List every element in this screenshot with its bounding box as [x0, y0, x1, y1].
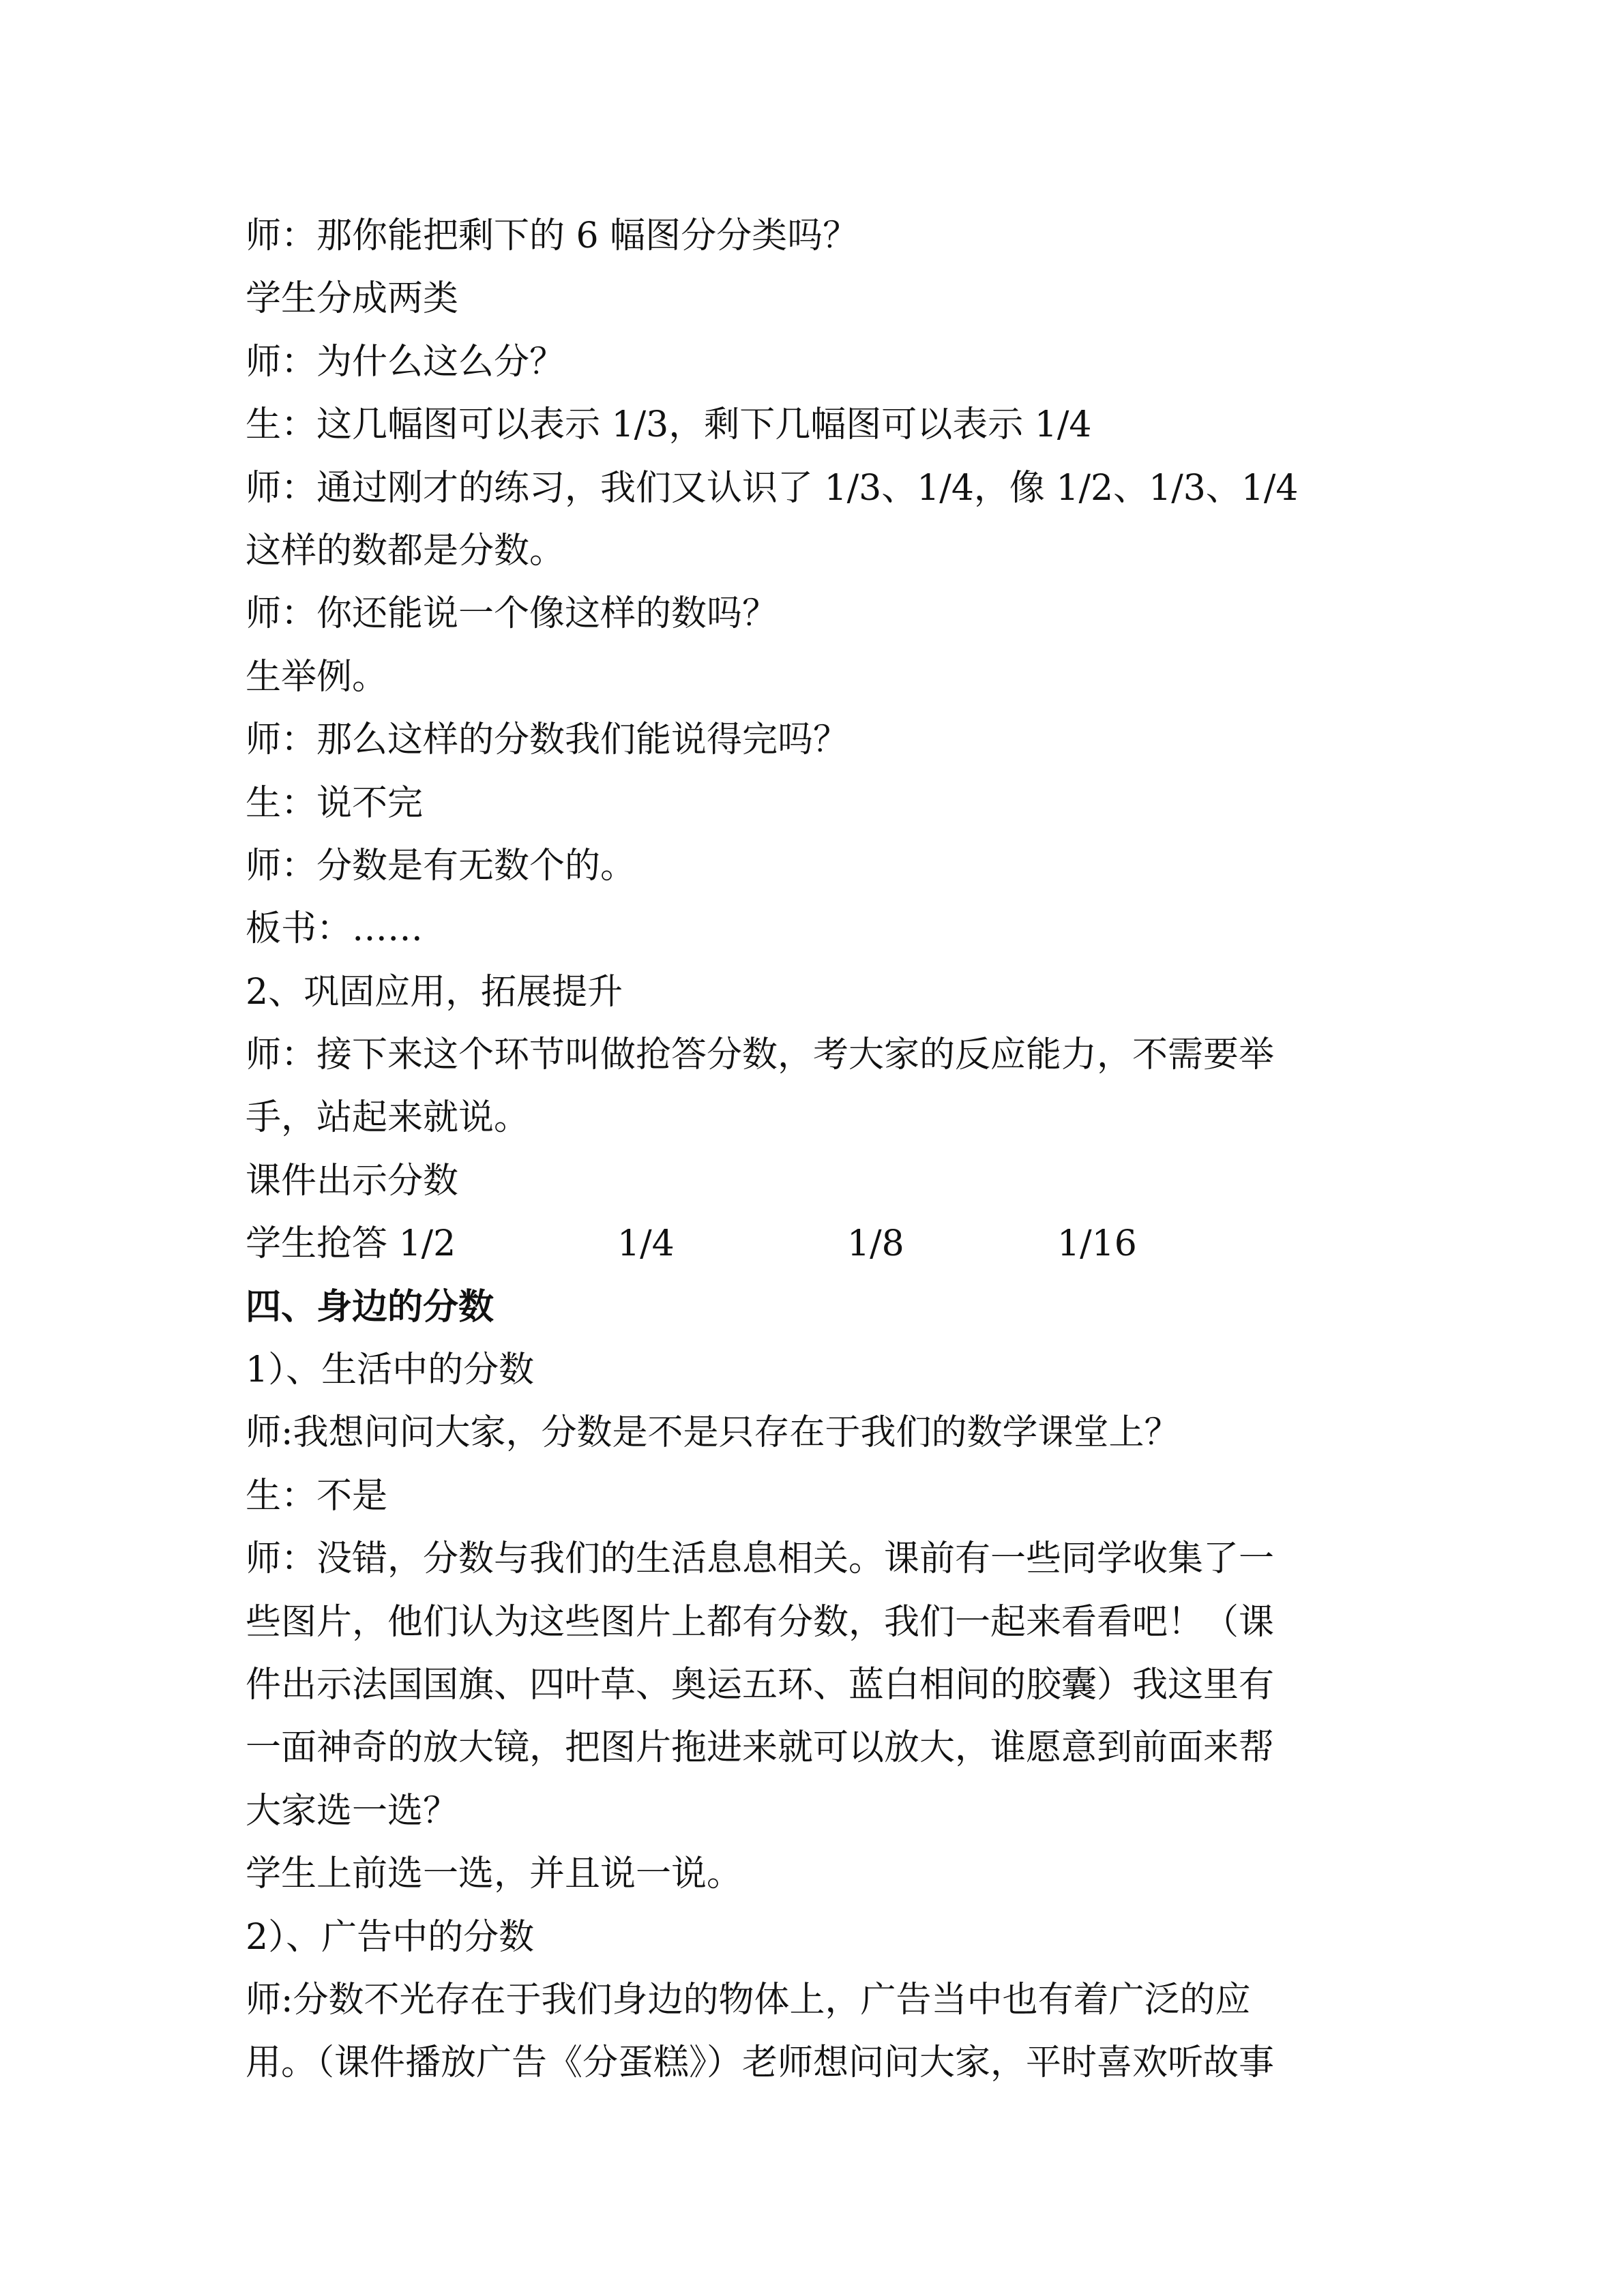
text-line: 师:我想问问大家，分数是不是只存在于我们的数学课堂上？ [246, 1412, 1180, 1454]
answer-label: 学生抢答 1/2 [246, 1223, 456, 1265]
text-line: 板书：…… [246, 908, 424, 950]
text-line: 生：这几幅图可以表示 1/3，剩下几幅图可以表示 1/4 [246, 404, 1092, 446]
text-line: 师：为什么这么分？ [246, 341, 565, 383]
text-line: 师：通过刚才的练习，我们又认识了 1/3、1/4，像 1/2、1/3、1/4 [246, 467, 1299, 509]
text-line: 师:分数不光存在于我们身边的物体上，广告当中也有着广泛的应 [246, 1979, 1251, 2021]
text-line: 大家选一选？ [246, 1790, 459, 1832]
text-line: 学生上前选一选，并且说一说。 [246, 1853, 743, 1895]
fraction-1-8: 1/8 [847, 1223, 904, 1265]
text-line: 生举例。 [246, 656, 388, 698]
answer-row [246, 1212, 1364, 1275]
text-line: 师：那你能把剩下的 6 幅图分分类吗？ [246, 215, 859, 256]
text-line: 师：没错，分数与我们的生活息息相关。课前有一些同学收集了一 [246, 1538, 1275, 1580]
text-line: 这样的数都是分数。 [246, 530, 565, 571]
document-page [246, 205, 1364, 2095]
section-heading-bold: 四、身边的分数 [246, 1286, 494, 1328]
text-line: 手，站起来就说。 [246, 1097, 530, 1139]
text-line: 些图片，他们认为这些图片上都有分数，我们一起来看看吧！（课 [246, 1601, 1275, 1643]
subsection-heading: 1）、生活中的分数 [246, 1350, 535, 1391]
text-line: 学生分成两类 [246, 278, 459, 320]
text-line: 一面神奇的放大镜，把图片拖进来就可以放大，谁愿意到前面来帮 [246, 1727, 1275, 1769]
section-heading: 2、巩固应用，拓展提升 [246, 971, 623, 1013]
text-line: 课件出示分数 [246, 1160, 459, 1202]
text-line: 用。（课件播放广告《分蛋糕》）老师想问问大家，平时喜欢听故事 [246, 2042, 1275, 2084]
subsection-heading: 2）、广告中的分数 [246, 1916, 535, 1958]
text-line: 师：分数是有无数个的。 [246, 845, 636, 886]
text-line: 生：不是 [246, 1475, 388, 1517]
text-line: 师：你还能说一个像这样的数吗？ [246, 593, 778, 635]
text-line: 师：那么这样的分数我们能说得完吗？ [246, 719, 849, 761]
text-line: 件出示法国国旗、四叶草、奥运五环、蓝白相间的胶囊）我这里有 [246, 1664, 1275, 1705]
text-line: 生：说不完 [246, 782, 424, 824]
text-line: 师：接下来这个环节叫做抢答分数，考大家的反应能力，不需要举 [246, 1034, 1275, 1076]
fraction-1-4: 1/4 [617, 1223, 675, 1265]
fraction-1-16: 1/16 [1057, 1223, 1137, 1265]
